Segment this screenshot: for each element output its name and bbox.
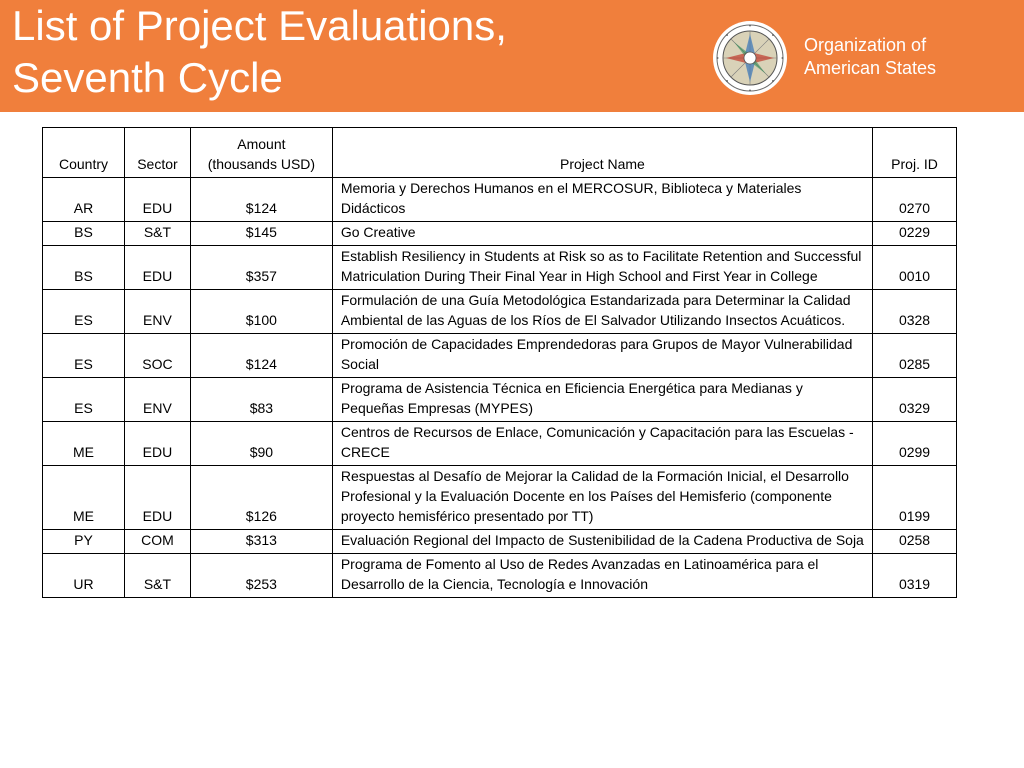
cell-country: ME	[43, 466, 125, 530]
cell-amount: $145	[190, 222, 332, 246]
page-title	[12, 0, 652, 104]
table-row	[43, 466, 957, 530]
cell-sector: SOC	[124, 334, 190, 378]
cell-sector: ENV	[124, 378, 190, 422]
cell-country: ME	[43, 422, 125, 466]
oas-logo	[712, 20, 1012, 96]
cell-proj-id: 0299	[873, 422, 957, 466]
cell-country: ES	[43, 334, 125, 378]
cell-sector: ENV	[124, 290, 190, 334]
cell-project-name: Centros de Recursos de Enlace, Comunicación y Capacitación para las Escuelas - CRECE	[332, 422, 872, 466]
cell-proj-id: 0258	[873, 530, 957, 554]
table-row	[43, 530, 957, 554]
cell-proj-id: 0319	[873, 554, 957, 598]
cell-country: BS	[43, 222, 125, 246]
header-banner	[0, 0, 1024, 112]
cell-sector: EDU	[124, 422, 190, 466]
cell-country: ES	[43, 378, 125, 422]
org-name	[804, 34, 936, 80]
table-row	[43, 422, 957, 466]
cell-amount: $100	[190, 290, 332, 334]
cell-proj-id: 0010	[873, 246, 957, 290]
table-row	[43, 246, 957, 290]
header-proj-id: Proj. ID	[873, 128, 957, 178]
page-title-line-2: Seventh Cycle	[12, 54, 283, 101]
cell-proj-id: 0285	[873, 334, 957, 378]
cell-project-name: Memoria y Derechos Humanos en el MERCOSUR, Biblioteca y Materiales Didácticos	[332, 178, 872, 222]
cell-country: UR	[43, 554, 125, 598]
cell-amount: $124	[190, 334, 332, 378]
cell-amount: $253	[190, 554, 332, 598]
header-amount	[190, 128, 332, 178]
header-amount-line-2: (thousands USD)	[207, 156, 316, 172]
table-row	[43, 222, 957, 246]
cell-amount: $313	[190, 530, 332, 554]
cell-proj-id: 0199	[873, 466, 957, 530]
cell-proj-id: 0270	[873, 178, 957, 222]
table-row	[43, 378, 957, 422]
cell-amount: $126	[190, 466, 332, 530]
header-sector: Sector	[124, 128, 190, 178]
cell-sector: S&T	[124, 222, 190, 246]
header-amount-line-1: Amount	[237, 136, 286, 152]
cell-project-name: Respuestas al Desafío de Mejorar la Calidad de la Formación Inicial, el Desarrollo Profesional y la Evaluación Docente en los Países del Hemisferio (componente proyecto hemisférico presentado por TT)	[332, 466, 872, 530]
oas-seal-icon	[712, 20, 788, 96]
cell-project-name: Promoción de Capacidades Emprendedoras para Grupos de Mayor Vulnerabilidad Social	[332, 334, 872, 378]
header-country: Country	[43, 128, 125, 178]
cell-country: PY	[43, 530, 125, 554]
table-row	[43, 554, 957, 598]
page-title-line-1: List of Project Evaluations,	[12, 2, 507, 49]
cell-project-name: Programa de Asistencia Técnica en Eficiencia Energética para Medianas y Pequeñas Empresas (MYPES)	[332, 378, 872, 422]
cell-project-name: Programa de Fomento al Uso de Redes Avanzadas en Latinoamérica para el Desarrollo de la Ciencia, Tecnología e Innovación	[332, 554, 872, 598]
table-header-row	[43, 128, 957, 178]
cell-project-name: Go Creative	[332, 222, 872, 246]
cell-country: ES	[43, 290, 125, 334]
cell-proj-id: 0329	[873, 378, 957, 422]
cell-country: BS	[43, 246, 125, 290]
cell-amount: $124	[190, 178, 332, 222]
cell-amount: $90	[190, 422, 332, 466]
cell-country: AR	[43, 178, 125, 222]
cell-sector: S&T	[124, 554, 190, 598]
cell-project-name: Formulación de una Guía Metodológica Estandarizada para Determinar la Calidad Ambiental de las Aguas de los Ríos de El Salvador Utilizando Insectos Acuáticos.	[332, 290, 872, 334]
cell-sector: EDU	[124, 246, 190, 290]
org-name-line-1: Organization of	[804, 35, 927, 55]
cell-project-name: Evaluación Regional del Impacto de Sustenibilidad de la Cadena Productiva de Soja	[332, 530, 872, 554]
header-project-name: Project Name	[332, 128, 872, 178]
cell-proj-id: 0328	[873, 290, 957, 334]
table-row	[43, 334, 957, 378]
org-name-line-2: American States	[804, 58, 937, 78]
cell-sector: EDU	[124, 466, 190, 530]
table-row	[43, 290, 957, 334]
cell-sector: EDU	[124, 178, 190, 222]
cell-project-name: Establish Resiliency in Students at Risk so as to Facilitate Retention and Successful Matriculation During Their Final Year in High School and First Year in College	[332, 246, 872, 290]
cell-amount: $83	[190, 378, 332, 422]
cell-proj-id: 0229	[873, 222, 957, 246]
table-row	[43, 178, 957, 222]
cell-sector: COM	[124, 530, 190, 554]
evaluations-table	[42, 127, 957, 598]
cell-amount: $357	[190, 246, 332, 290]
